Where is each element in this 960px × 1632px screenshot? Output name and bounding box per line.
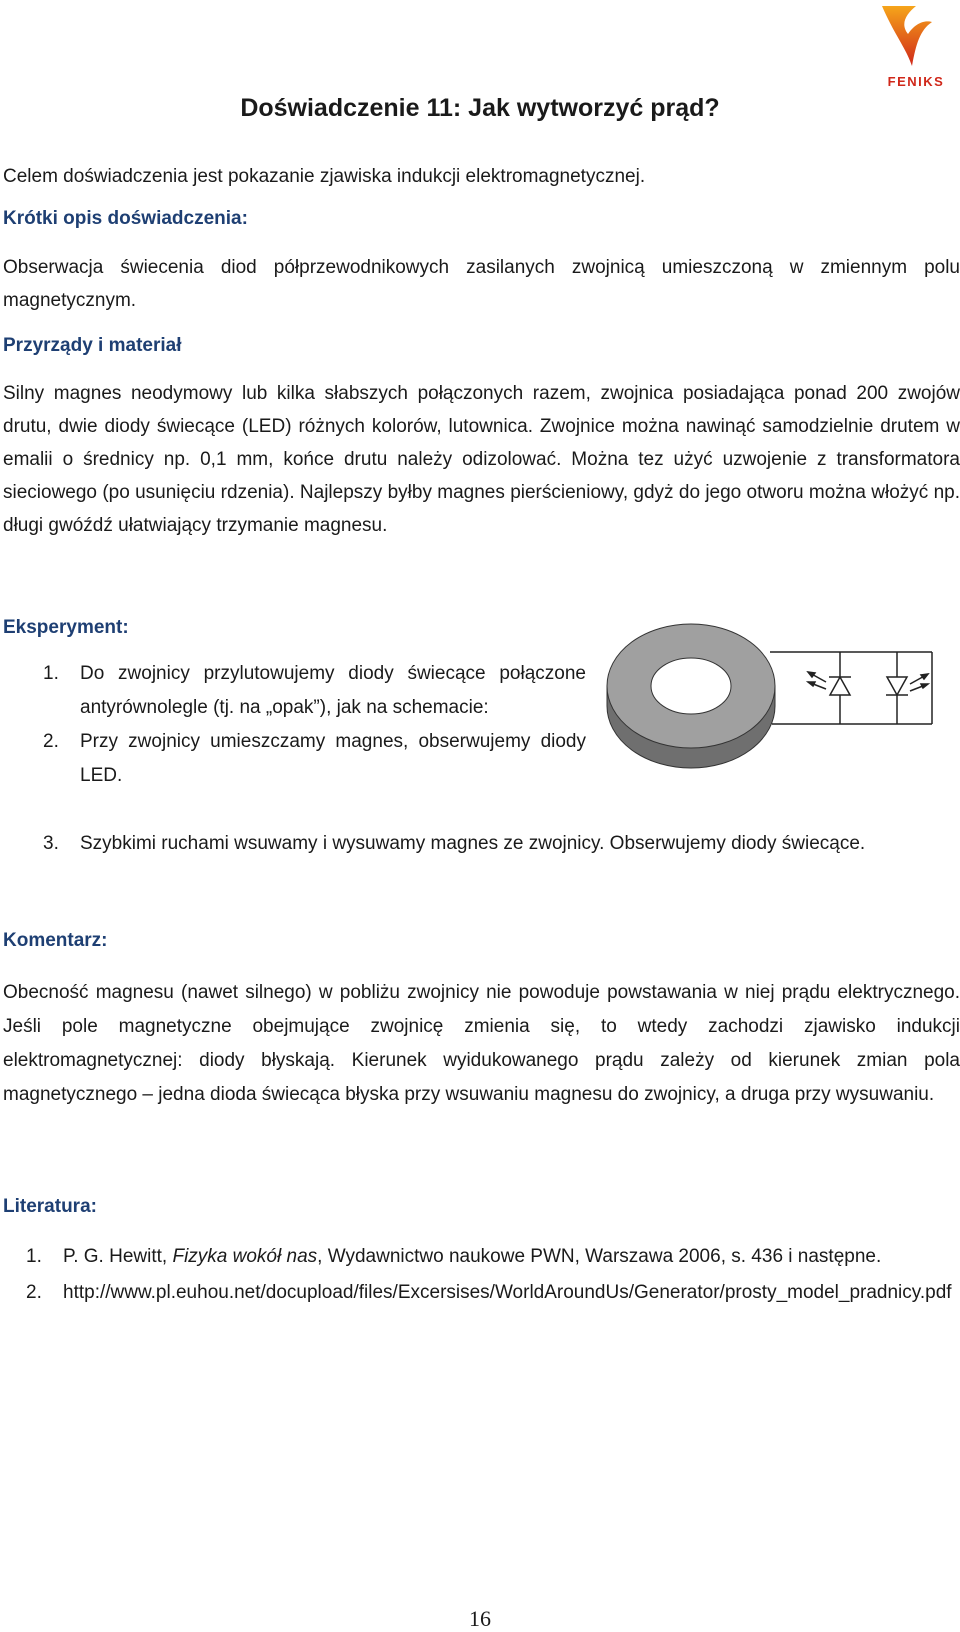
ring-magnet [607,624,775,768]
step-item [3,657,586,725]
experiment-steps-a [3,657,586,793]
logo-text: FENIKS [887,74,945,89]
reference-url[interactable]: http://www.pl.euhou.net/docupload/files/Excersises/WorldAroundUs/Generator/prosty_model_pradnicy.pdf [63,1282,952,1303]
led-left-icon [808,672,851,695]
short-description-heading: Krótki opis doświadczenia: [3,208,248,229]
references-list [3,1240,960,1310]
page-number: 16 [469,1606,491,1631]
circuit-wires [770,652,932,724]
step-number: 2. [43,731,59,752]
step-number: 1. [43,663,59,684]
flame-icon [882,6,932,66]
comment-heading: Komentarz: [3,930,108,951]
feniks-logo [876,4,954,96]
literature-heading: Literatura: [3,1196,97,1217]
materials-text: Silny magnes neodymowy lub kilka słabszych połączonych razem, zwojnica posiadająca ponad 200 zwojów drutu, dwie diody świecące (LED) różnych kolorów, lutownica. Zwojnice można nawinąć samodzielnie drutem w emalii o średnicy np. 0,1 mm, końce drutu należy odizolować. Można tez użyć uzwojenie z transformatora sieciowego (po usunięciu rdzenia). Najlepszy byłby magnes pierścieniowy, gdyż do jego otworu można włożyć np. długi gwóźdź ułatwiający trzymanie magnesu. [3,383,960,536]
reference-number: 2. [26,1282,42,1303]
reference-number: 1. [26,1246,42,1267]
book-title: Fizyka wokół nas [172,1246,318,1267]
step-item [3,827,960,861]
experiment-heading: Eksperyment: [3,617,129,638]
reference-item [3,1276,960,1310]
short-description-text: Obserwacja świecenia diod półprzewodnikowych zasilanych zwojnicą umieszczoną w zmiennym polu magnetycznym. [3,257,960,311]
intro-text: Celem doświadczenia jest pokazanie zjawiska indukcji elektromagnetycznej. [3,166,646,187]
materials-heading: Przyrządy i materiał [3,335,182,356]
comment-text: Obecność magnesu (nawet silnego) w pobliżu zwojnicy nie powoduje powstawania w niej prądu elektrycznego. Jeśli pole magnetyczne obejmujące zwojnicę zmienia się, to wtedy zachodzi zjawisko indukcji elektromagnetycznej: diody błyskają. Kierunek wyidukowanego prądu zależy od kierunek zmian pola magnetycznego – jedna dioda świecąca błyska przy wsuwaniu magnesu do zwojnicy, a druga przy wysuwaniu. [3,982,960,1105]
reference-text: P. G. Hewitt, Fizyka wokół nas, Wydawnictwo naukowe PWN, Warszawa 2006, s. 436 i następne. [63,1246,882,1267]
led-right-icon [886,674,928,695]
led-circuit-figure [602,616,960,776]
reference-item [3,1240,960,1274]
page-title: Doświadczenie 11: Jak wytworzyć prąd? [240,94,720,122]
step-item [3,725,586,793]
step-text: Szybkimi ruchami wsuwamy i wysuwamy magnes ze zwojnicy. Obserwujemy diody świecące. [80,833,866,854]
experiment-steps-b [3,827,960,861]
step-text: Do zwojnicy przylutowujemy diody świecące połączone antyrównolegle (tj. na „opak”), jak na schemacie: [80,663,586,718]
step-number: 3. [43,833,59,854]
step-text: Przy zwojnicy umieszczamy magnes, obserwujemy diody LED. [80,731,586,786]
